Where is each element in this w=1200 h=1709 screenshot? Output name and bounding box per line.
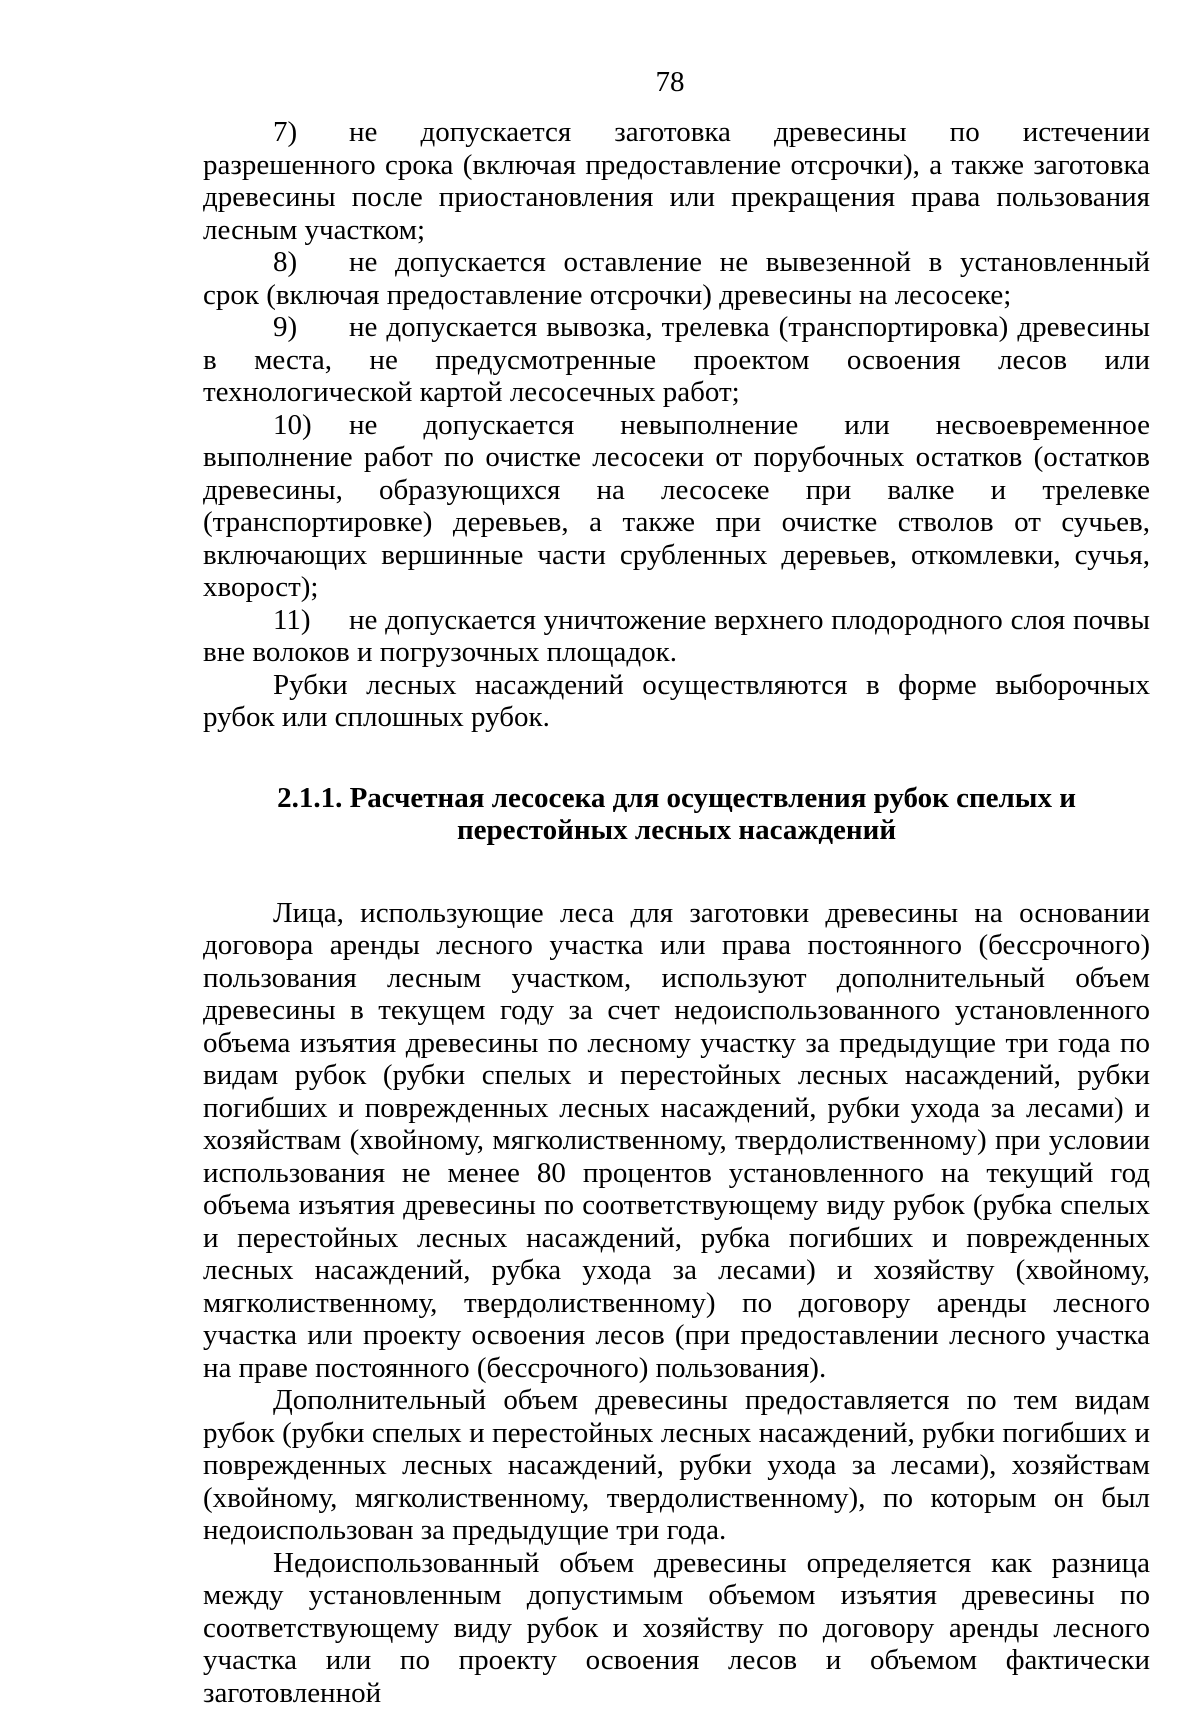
list-item-number: 7) <box>273 116 349 149</box>
section-heading-line-2: перестойных лесных насаждений <box>263 814 1090 847</box>
list-item-8 <box>203 246 1150 311</box>
list-item-text: не допускается уничтожение верхнего плодородного слоя почвы вне волоков и погрузочных площадок. <box>203 604 1150 669</box>
list-item-number: 8) <box>273 246 349 279</box>
list-item-number: 11) <box>273 604 349 637</box>
section-heading <box>203 782 1150 847</box>
paragraph-felling-forms: Рубки лесных насаждений осуществляются в форме выборочных рубок или сплошных рубок. <box>203 669 1150 734</box>
list-item-text: не допускается оставление не вывезенной в установленный срок (включая предоставление отсрочки) древесины на лесосеке; <box>203 246 1150 311</box>
list-item-text: не допускается вывозка, трелевка (транспортировка) древесины в места, не предусмотренные проектом освоения лесов или технологической картой лесосечных работ; <box>203 311 1150 408</box>
list-item-7 <box>203 116 1150 246</box>
paragraph-unused-volume-definition: Недоиспользованный объем древесины определяется как разница между установленным допустимым объемом изъятия древесины по соответствующему виду рубок и хозяйству по договору аренды лесного участка или по проекту освоения лесов и объемом фактически заготовленной <box>203 1547 1150 1709</box>
paragraph-additional-volume-provision: Дополнительный объем древесины предоставляется по тем видам рубок (рубки спелых и перестойных лесных насаждений, рубки погибших и поврежденных лесных насаждений, рубки ухода за лесами), хозяйствам (хвойному, мягколиственному, твердолиственному), по которым он был недоиспользован за предыдущие три года. <box>203 1384 1150 1547</box>
paragraph-additional-volume-use: Лица, использующие леса для заготовки древесины на основании договора аренды лесного участка или права постоянного (бессрочного) пользования лесным участком, используют дополнительный объем древесины в текущем году за счет недоиспользованного установленного объема изъятия древесины по лесному участку за предыдущие три года по видам рубок (рубки спелых и перестойных лесных насаждений, рубки погибших и поврежденных лесных насаждений, рубки ухода за лесами) и хозяйствам (хвойному, мягколиственному, твердолиственному) при условии использования не менее 80 процентов установленного на текущий год объема изъятия древесины по соответствующему виду рубок (рубка спелых и перестойных лесных насаждений, рубка погибших и поврежденных лесных насаждений, рубка ухода за лесами) и хозяйству (хвойному, мягколиственному, твердолиственному) по договору аренды лесного участка или проекту освоения лесов (при предоставлении лесного участка на праве постоянного (бессрочного) пользования). <box>203 897 1150 1385</box>
document-body <box>203 116 1150 1709</box>
list-item-11 <box>203 604 1150 669</box>
list-item-text: не допускается невыполнение или несвоевременное выполнение работ по очистке лесосеки от порубочных остатков (остатков древесины, образующихся на лесосеке при валке и трелевке (транспортировке) деревьев, а также при очистке стволов от сучьев, включающих вершинные части срубленных деревьев, откомлевки, сучья, хворост); <box>203 409 1150 604</box>
list-item-10 <box>203 409 1150 604</box>
list-item-text: не допускается заготовка древесины по истечении разрешенного срока (включая предоставление отсрочки), а также заготовка древесины после приостановления или прекращения права пользования лесным участком; <box>203 116 1150 246</box>
list-item-number: 9) <box>273 311 349 344</box>
list-item-9 <box>203 311 1150 409</box>
page-number: 78 <box>0 66 1200 98</box>
list-item-number: 10) <box>273 409 349 442</box>
section-heading-line-1: 2.1.1. Расчетная лесосека для осуществления рубок спелых и <box>263 782 1090 815</box>
